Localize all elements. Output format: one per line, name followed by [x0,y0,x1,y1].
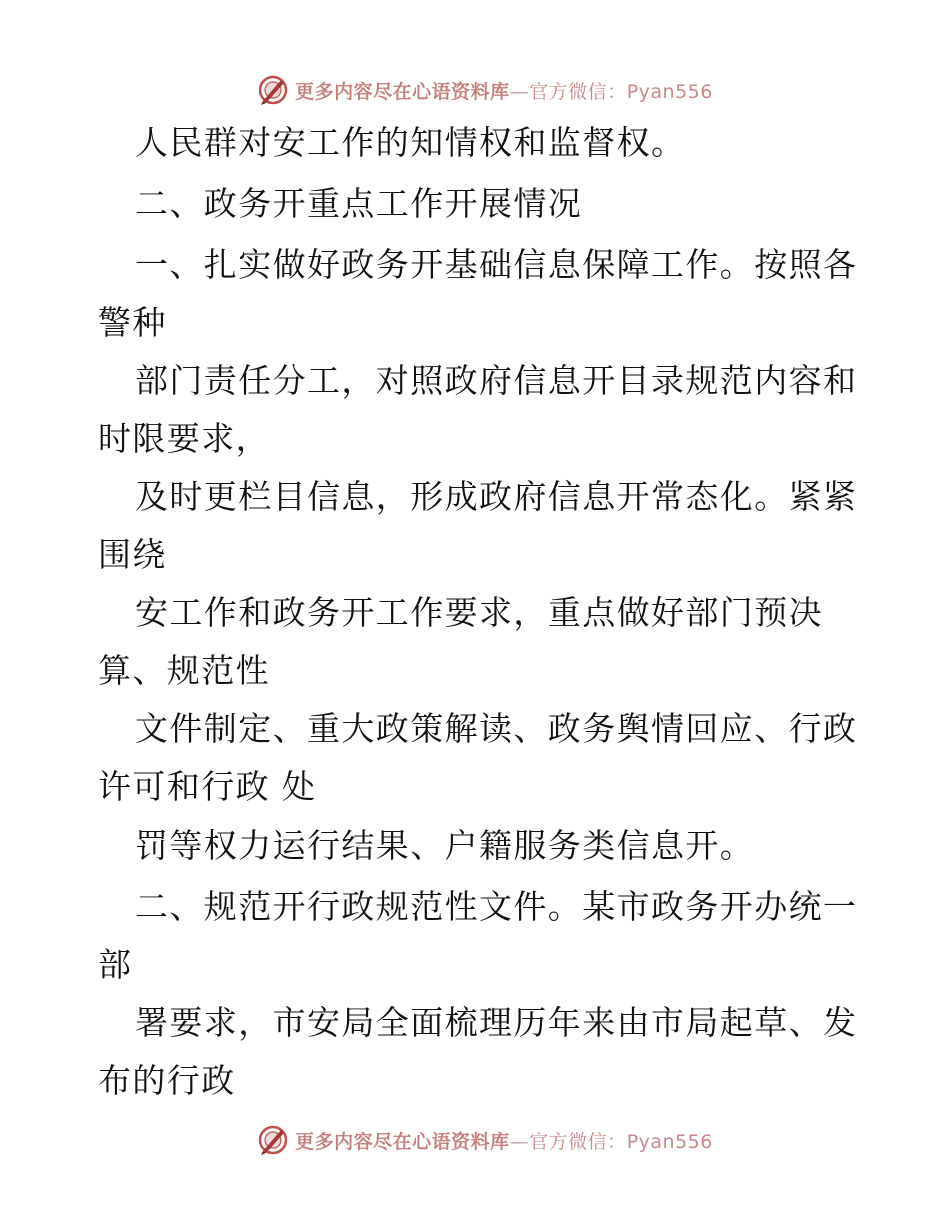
watermark-content [257,74,713,106]
body-line-5: 部门责任分工，对照政府信息开目录规范内容和 [135,361,858,400]
body-line-17: 布的行政 [98,1061,236,1100]
watermark-wechat-label: 官方微信： [529,80,627,103]
body-line-11: 文件制定、重大政策解读、政务舆情回应、行政 [135,709,858,748]
body-line-10: 算、规范性 [98,651,270,690]
body-line-16: 署要求，市安局全面梳理历年来由市局起草、发 [135,1003,858,1042]
watermark-dash: — [509,80,530,103]
watermark-wechat-id: Pyan556 [626,1130,713,1153]
watermark-brand: 更多内容尽在心语资料库 [295,80,510,103]
body-line-4: 警种 [98,303,167,342]
watermark-dash: — [509,1130,530,1153]
body-line-12: 许可和行政 处 [98,767,317,806]
watermark-content [257,1124,713,1156]
body-line-1: 人民群对安工作的知情权和监督权。 [135,123,686,162]
body-line-13: 罚等权力运行结果、户籍服务类信息开。 [135,826,755,865]
watermark-wechat-label: 官方微信： [529,1130,627,1153]
watermark-wechat-id: Pyan556 [626,80,713,103]
quill-pen-seal-icon [257,1124,289,1156]
watermark-text [295,1127,713,1154]
body-line-9: 安工作和政务开工作要求，重点做好部门预决 [135,593,823,632]
body-line-8: 围绕 [98,535,167,574]
footer-watermark [0,1120,950,1160]
quill-pen-seal-icon [257,74,289,106]
watermark-brand: 更多内容尽在心语资料库 [295,1130,510,1153]
body-line-6: 时限要求， [98,419,270,458]
body-line-2: 二、政务开重点工作开展情况 [135,184,583,223]
body-line-15: 部 [98,945,133,984]
body-line-3: 一、扎实做好政务开基础信息保障工作。按照各 [135,245,858,284]
header-watermark [0,70,950,110]
watermark-text [295,77,713,104]
body-line-14: 二、规范开行政规范性文件。某市政务开办统一 [135,887,858,926]
body-line-7: 及时更栏目信息，形成政府信息开常态化。紧紧 [135,477,858,516]
